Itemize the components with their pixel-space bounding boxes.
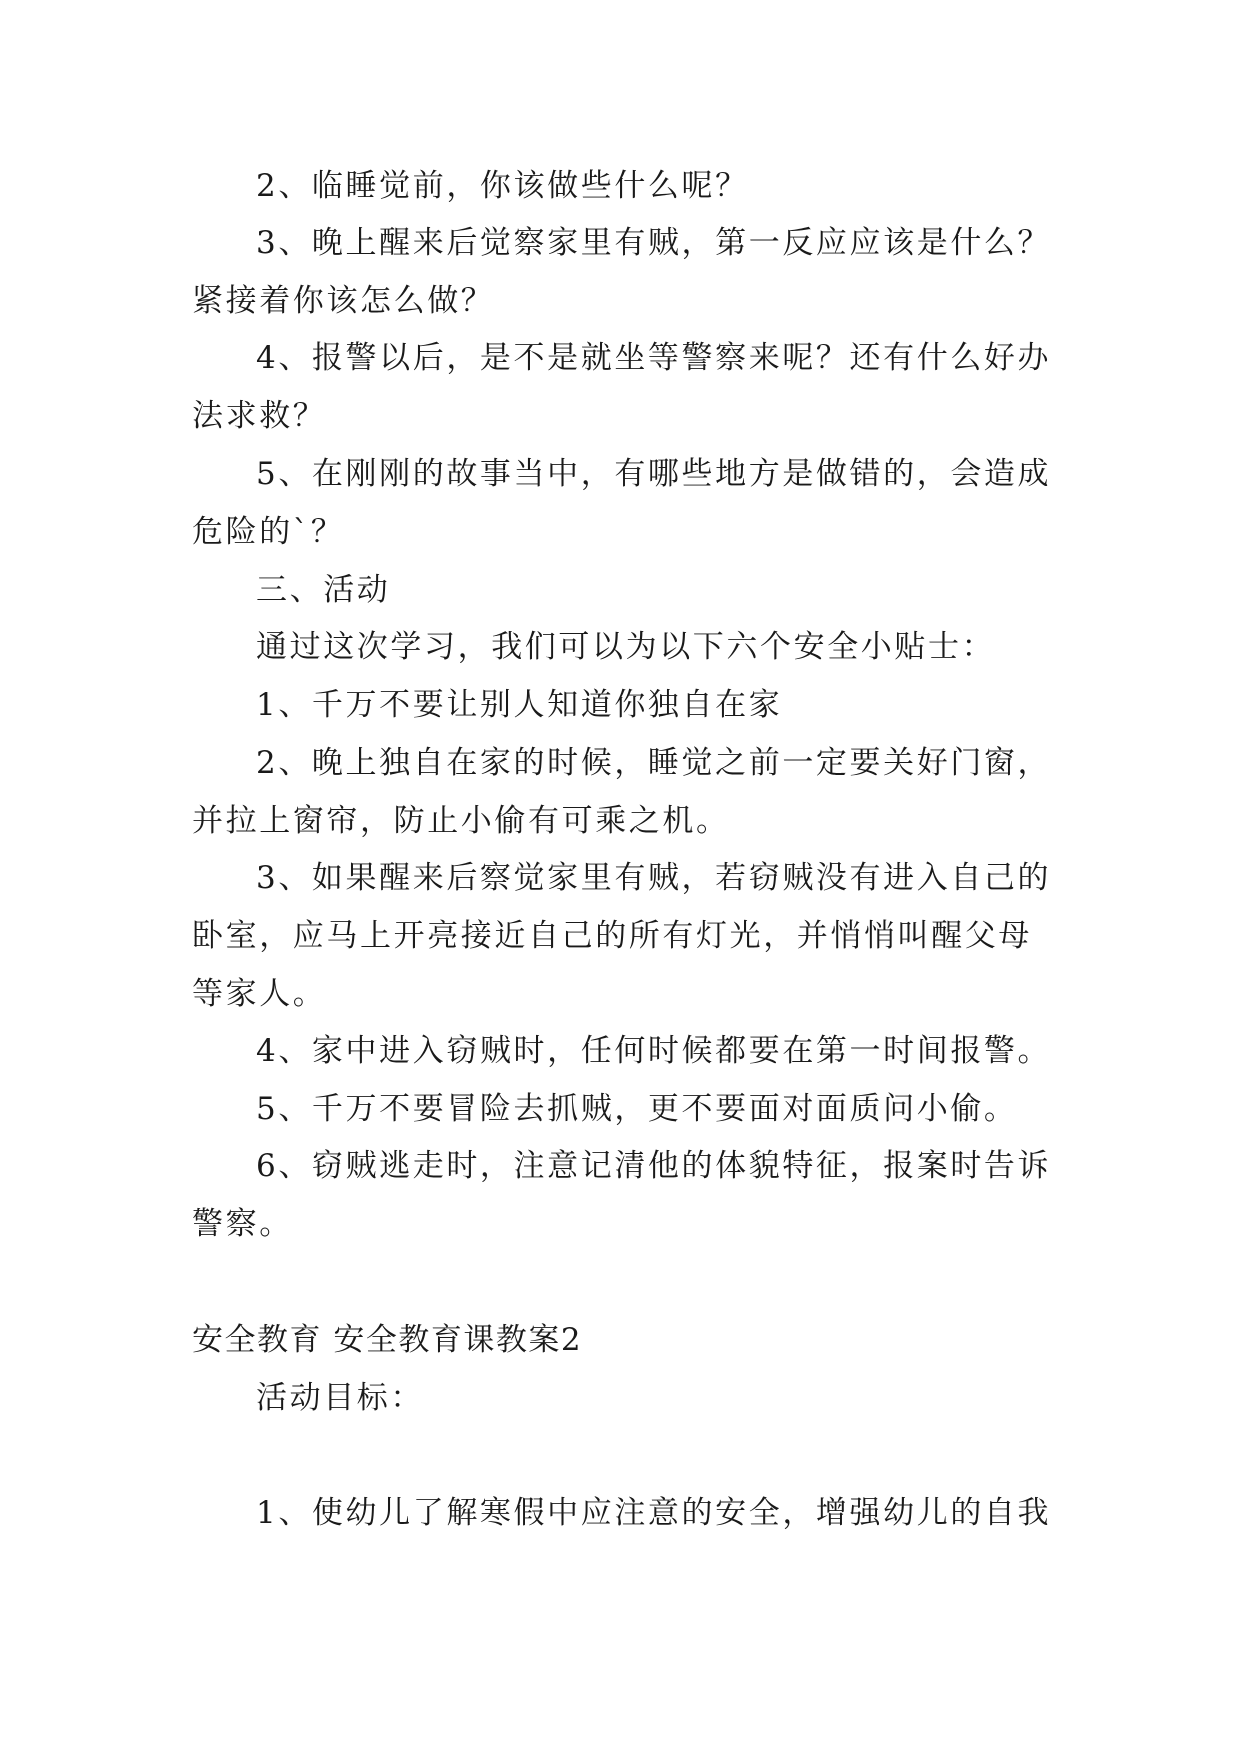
paragraph-question-4: 4、报警以后，是不是就坐等警察来呢？还有什么好办法求救？: [192, 340, 1052, 434]
section-heading-activity: 三、活动: [256, 572, 391, 608]
paragraph-question-5: 5、在刚刚的故事当中，有哪些地方是做错的，会造成危险的`？: [192, 456, 1052, 550]
paragraph-tip-2: 2、晚上独自在家的时候，睡觉之前一定要关好门窗，并拉上窗帘，防止小偷有可乘之机。: [192, 745, 1052, 839]
paragraph-tip-6: 6、窃贼逃走时，注意记清他的体貌特征，报案时告诉警察。: [192, 1148, 1052, 1242]
section-title: 安全教育 安全教育课教案2: [192, 1322, 583, 1358]
paragraph-tip-1: 1、千万不要让别人知道你独自在家: [256, 687, 783, 723]
paragraph-activity-goals: 活动目标：: [256, 1380, 424, 1416]
paragraph-intro-tips: 通过这次学习，我们可以为以下六个安全小贴士：: [256, 629, 996, 665]
paragraph-tip-3: 3、如果醒来后察觉家里有贼，若窃贼没有进入自己的卧室，应马上开亮接近自己的所有灯光，并悄悄叫醒父母等家人。: [192, 860, 1052, 1012]
paragraph-tip-5: 5、千万不要冒险去抓贼，更不要面对面质问小偷。: [256, 1091, 1018, 1127]
paragraph-question-2: 2、临睡觉前，你该做些什么呢？: [256, 168, 749, 204]
paragraph-question-3: 3、晚上醒来后觉察家里有贼，第一反应应该是什么？紧接着你该怎么做？: [192, 225, 1052, 319]
paragraph-tip-4: 4、家中进入窃贼时，任何时候都要在第一时间报警。: [256, 1033, 1052, 1069]
paragraph-goal-1: 1、使幼儿了解寒假中应注意的安全，增强幼儿的自我: [256, 1495, 1052, 1531]
